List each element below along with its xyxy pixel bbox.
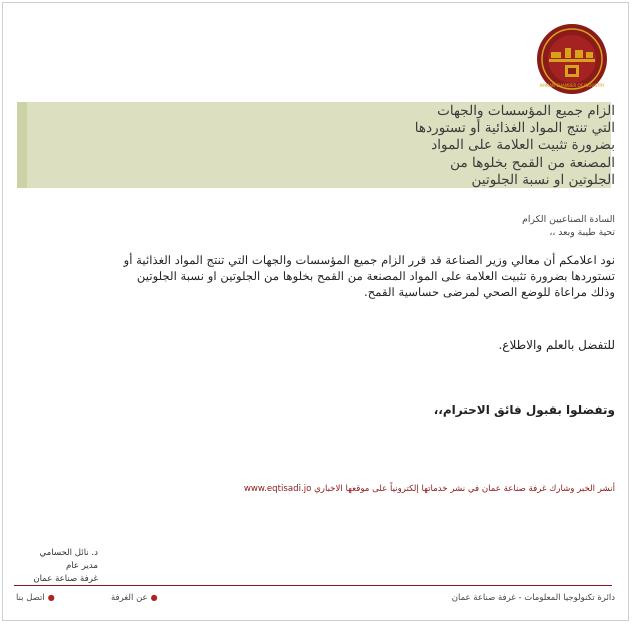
body-line: تستوردها بضرورة تثبيت العلامة على المواد المصنعة من القمح بخلوها من الجلوتين او نسبة الجلوتين: [136, 269, 615, 283]
headline-text: [55, 103, 615, 189]
website-link[interactable]: www.eqtisadi.jo: [243, 484, 312, 494]
logo-english-text: AMMAN CHAMBER OF INDUSTRY: [539, 83, 605, 88]
salutation: [522, 213, 615, 239]
bullet-icon: ●: [150, 593, 158, 602]
contact-us-label: اتصل بنا: [16, 593, 45, 603]
contact-us-link[interactable]: [16, 593, 55, 603]
headline-line: الزام جميع المؤسسات والجهات: [437, 103, 615, 119]
body-line: وذلك مراعاة للوضع الصحي لمرضى حساسية القمح.: [364, 285, 615, 299]
salutation-line: السادة الصناعيين الكرام: [522, 214, 615, 225]
salutation-line: تحية طيبة وبعد ،،: [549, 227, 615, 238]
please-note: للتفضل بالعلم والاطلاع.: [498, 338, 615, 352]
signature-block: [14, 547, 98, 586]
bullet-icon: ●: [47, 593, 55, 602]
headline-line: المصنعة من القمح بخلوها من: [450, 154, 615, 171]
signature-name: د. نائل الحسامي: [39, 548, 98, 558]
closing-regards: وتفضلوا بقبول فائق الاحترام،،: [433, 403, 615, 417]
share-text: أنشر الخبر وشارك غرفة صناعة عمان في نشر خدماتها إلكترونياً على موقعها الاخباري: [314, 484, 615, 494]
headline-line: التي تنتج المواد الغذائية أو تستوردها: [414, 120, 615, 137]
headline-line: بضرورة تثبيت العلامة على المواد: [431, 137, 615, 154]
signature-org: غرفة صناعة عمان: [33, 574, 98, 584]
about-chamber-link[interactable]: [111, 593, 158, 603]
share-notice: [244, 484, 615, 494]
headline-side-strip: [17, 102, 27, 188]
department-credit: دائرة تكنولوجيا المعلومات - غرفة صناعة عمان: [451, 593, 615, 603]
headline-line: الجلوتين او نسبة الجلوتين: [471, 171, 615, 188]
body-line: نود اعلامكم أن معالي وزير الصناعة قد قرر الزام جميع المؤسسات والجهات التي تنتج المواد الغذائية أو: [123, 253, 615, 267]
about-chamber-label: عن الغرفة: [111, 593, 148, 603]
amman-chamber-logo: [535, 22, 609, 96]
signature-title: مدير عام: [65, 561, 98, 571]
footer-divider: [14, 585, 612, 586]
message-body: [15, 252, 615, 300]
